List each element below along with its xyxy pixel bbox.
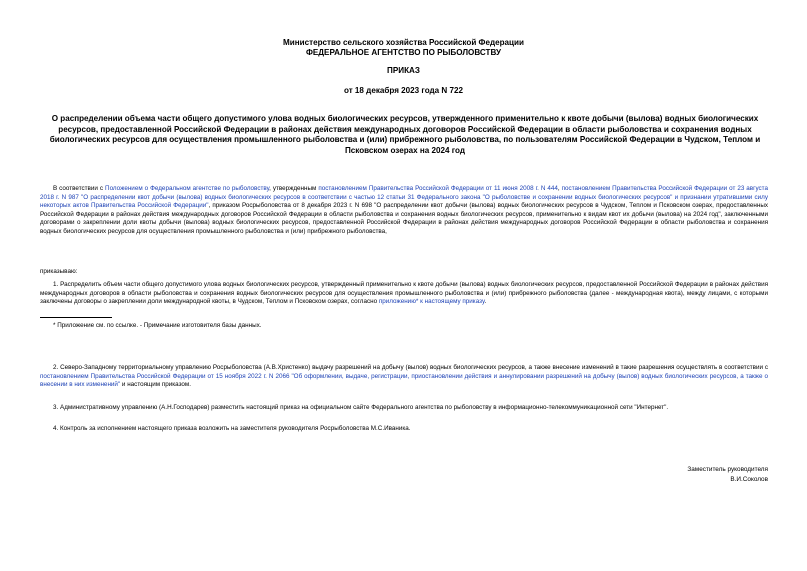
signature-name: В.И.Соколов <box>730 476 768 483</box>
ministry-name: Министерство сельского хозяйства Российской Федерации <box>283 38 524 47</box>
item-3-paragraph: 3. Административному управлению (А.Н.Господарев) разместить настоящий приказ на официальном сайте Федерального агентства по рыболовству в информационно-телекоммуникационной сети "Интернет". <box>53 404 669 411</box>
agency-name: ФЕДЕРАЛЬНОЕ АГЕНТСТВО ПО РЫБОЛОВСТВУ <box>305 48 502 57</box>
preamble-text-2: , утвержденным <box>269 185 319 192</box>
item-2-paragraph <box>40 364 768 390</box>
order-word: приказываю: <box>40 268 78 275</box>
preamble-text-4: , приказом Росрыболовства от 8 декабря 2023 г. N 698 "О распределении квот добычи (вылова) водных биологических ресурсов в Чудском, Теплом и Псковском озерах, предоставленных Российской Федерации в районах действия международных договоров Российской Федерации в области рыболовства и сохранения водных биологических ресурсов, применительно к видам квот их добычи (вылова) на 2024 год" <box>40 202 768 218</box>
preamble-text-1: В соответствии с <box>53 185 106 192</box>
item-1-text: 1. Распределить объем части общего допустимого улова водных биологических ресурсов, утвержденный применительно к квоте добычи (вылова) водных биологических ресурсов, предоставленной Российской Федерации в районах действия международных договоров в области рыболовства и сохранения водных биологических ресурсов для осуществления промышленного рыболовства и (или) прибрежного рыболовства (далее - международная квота), между лицами, с которыми заключены договоры о закреплении доли международной квоты, в Чудском, Теплом и Псковском озерах, согласно <box>40 281 768 306</box>
item-2-end: и настоящим приказом. <box>120 381 191 389</box>
link-government-decree-444[interactable]: постановлением Правительства Российской Федерации от 11 июня 2008 г. N 444 <box>318 185 558 192</box>
preamble-paragraph <box>40 185 768 237</box>
item-1-end: . <box>484 298 487 306</box>
document-type: ПРИКАЗ <box>387 66 420 75</box>
item-1-paragraph <box>40 281 768 307</box>
link-government-decree-2066[interactable]: постановлением Правительства Российской Федерации от 15 ноября 2022 г. N 2066 "Об оформлении, выдаче, регистрации, приостановлении действия и аннулировании разрешений на добычу (вылов) водных биологических ресурсов, а также о внесении в них изменений" <box>40 372 768 389</box>
preamble-text-5: , заключенными договорами о закреплении доли квоты добычи (вылова) водных биологических ресурсов, предоставленной Российской Федерации в районах действия международных договоров Российской Федерации в области рыболовства и сохранения водных биологических ресурсов для осуществления промышленного рыболовства и (или) прибрежного рыболовства, <box>40 210 768 235</box>
item-4-paragraph: 4. Контроль за исполнением настоящего приказа возложить на заместителя руководителя Росрыболовства М.С.Иваника. <box>53 425 411 432</box>
document-date-number: от 18 декабря 2023 года N 722 <box>343 86 464 95</box>
link-appendix[interactable]: приложению* к настоящему приказу <box>378 298 485 306</box>
link-agency-regulation[interactable]: Положением о Федеральном агентстве по рыболовству <box>105 185 270 192</box>
footnote-separator <box>40 317 112 318</box>
link-government-decree-987[interactable]: постановлением Правительства Российской Федерации от 23 августа 2018 г. N 987 "О распределении квот добычи (вылова) водных биологических ресурсов в соответствии с частью 12 статьи 31 Федерального закона "О рыболовстве и сохранении водных биологических ресурсов" и признании утратившими силу некоторых актов Правительства Российской Федерации" <box>40 185 768 210</box>
item-2-text: 2. Северо-Западному территориальному управлению Росрыболовства (А.В.Христенко) выдачу разрешений на добычу (вылов) водных биологических ресурсов, а также внесение изменений в такие разрешения осуществлять в соответствии с <box>53 364 768 371</box>
signature-position: Заместитель руководителя <box>687 466 768 473</box>
document-title: О распределении объема части общего допустимого улова водных биологических ресурсов, утвержденного применительно к квоте добычи (вылова) водных биологических ресурсов, предоставленной Российской Федерации в районах действия международных договоров Российской Федерации в области рыболовства и сохранения водных биологических ресурсов для осуществления промышленного рыболовства и (или) прибрежного рыболовства, по пользователям Российской Федерации в Чудском, Теплом и Псковском озерах на 2024 год <box>49 114 761 155</box>
preamble-text-3: , <box>557 185 562 192</box>
footnote: * Приложение см. по ссылке. - Примечание изготовителя базы данных. <box>53 322 262 329</box>
